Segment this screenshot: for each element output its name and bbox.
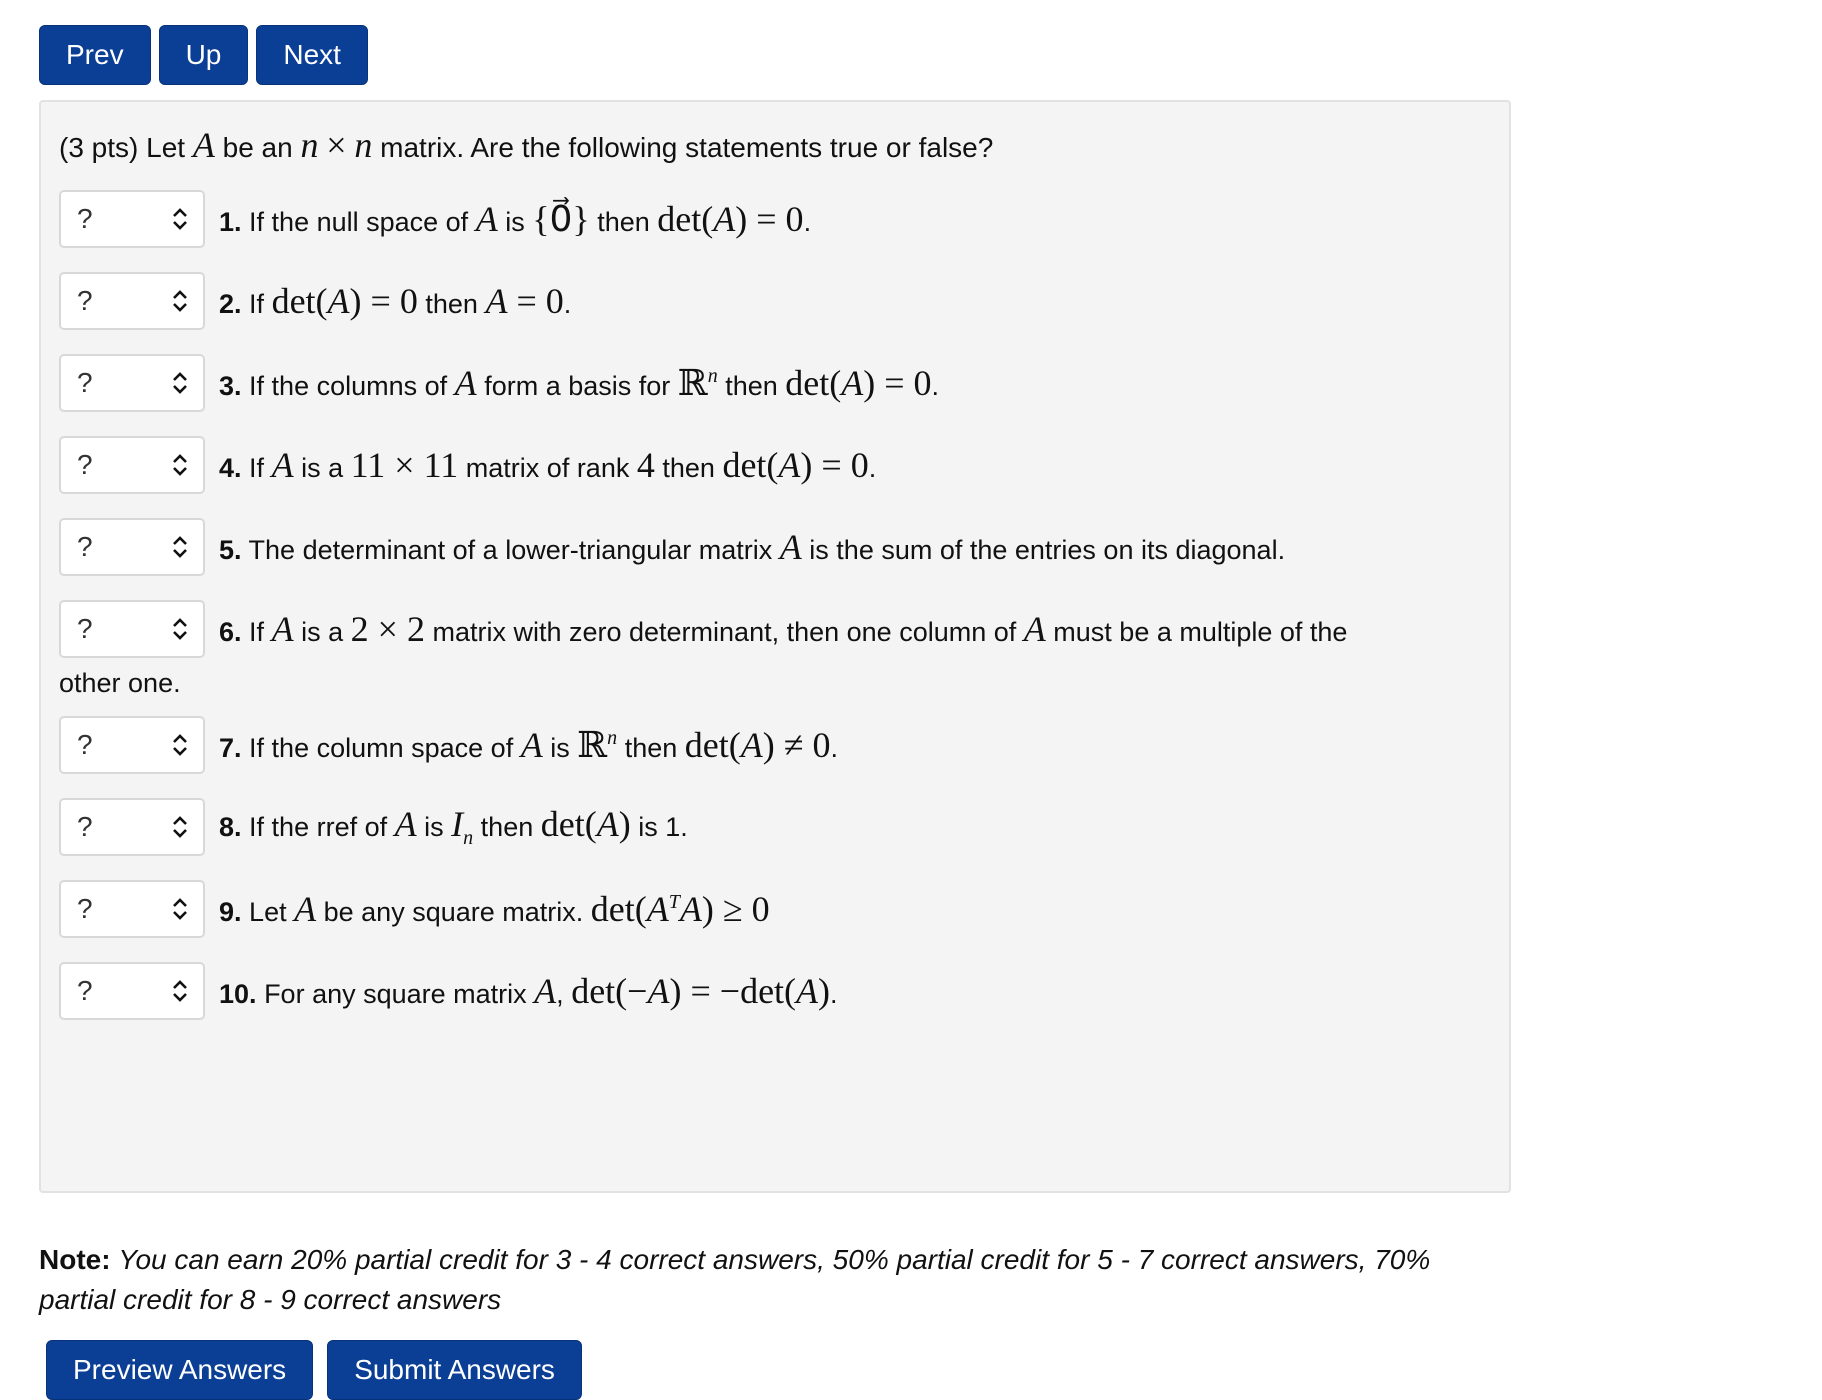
partial-credit-note: Note: You can earn 20% partial credit for 3 - 4 correct answers, 50% partial credit for 5 - 7 correct answers, 70% partial credit for 8 - 9 correct answers [39,1244,1431,1315]
question-6: ? 6. If A is a 2 × 2 matrix with zero determinant, then one column of A must be a multiple of the [59,600,1347,658]
answer-select-1[interactable]: ? [59,190,205,248]
chevron-updown-icon [171,896,189,922]
problem-panel [39,100,1511,1193]
question-8: ? 8. If the rref of A is $I_n$ then det(A) is 1. [59,798,688,856]
chevron-updown-icon [171,814,189,840]
action-bar [46,1340,582,1400]
answer-select-8[interactable]: ? [59,798,205,856]
question-3: ? 3. If the columns of A form a basis for ℝ$^n$ then det(A) = 0. [59,354,939,412]
chevron-updown-icon [171,616,189,642]
next-button[interactable]: Next [256,25,368,85]
chevron-updown-icon [171,452,189,478]
chevron-updown-icon [171,370,189,396]
question-9: ? 9. Let A be any square matrix. $\det(A^TA) \ge 0$ [59,880,770,938]
question-10: ? 10. For any square matrix A, det(−A) = −det(A). [59,962,838,1020]
question-2: ? 2. If det(A) = 0 then A = 0. [59,272,571,330]
answer-select-10[interactable]: ? [59,962,205,1020]
answer-select-7[interactable]: ? [59,716,205,774]
chevron-updown-icon [171,978,189,1004]
chevron-updown-icon [171,732,189,758]
question-6-wrap: other one. [59,668,181,698]
answer-select-4[interactable]: ? [59,436,205,494]
preview-answers-button[interactable]: Preview Answers [46,1340,313,1400]
submit-answers-button[interactable]: Submit Answers [327,1340,582,1400]
question-1: ? 1. If the null space of A is {0⃗} then det(A) = 0. [59,190,811,248]
up-button[interactable]: Up [159,25,249,85]
nav-bar [39,25,368,85]
question-7: ? 7. If the column space of A is ℝ$^n$ then det(A) ≠ 0. [59,716,838,774]
answer-select-9[interactable]: ? [59,880,205,938]
answer-select-2[interactable]: ? [59,272,205,330]
chevron-updown-icon [171,534,189,560]
prev-button[interactable]: Prev [39,25,151,85]
question-4: ? 4. If A is a 11 × 11 matrix of rank 4 then det(A) = 0. [59,436,876,494]
chevron-updown-icon [171,206,189,232]
problem-intro: (3 pts) Let A be an n × n matrix. Are the following statements true or false? [59,125,994,165]
answer-select-5[interactable]: ? [59,518,205,576]
question-5: ? 5. The determinant of a lower-triangular matrix A is the sum of the entries on its diagonal. [59,518,1285,576]
chevron-updown-icon [171,288,189,314]
answer-select-6[interactable]: ? [59,600,205,658]
answer-select-3[interactable]: ? [59,354,205,412]
